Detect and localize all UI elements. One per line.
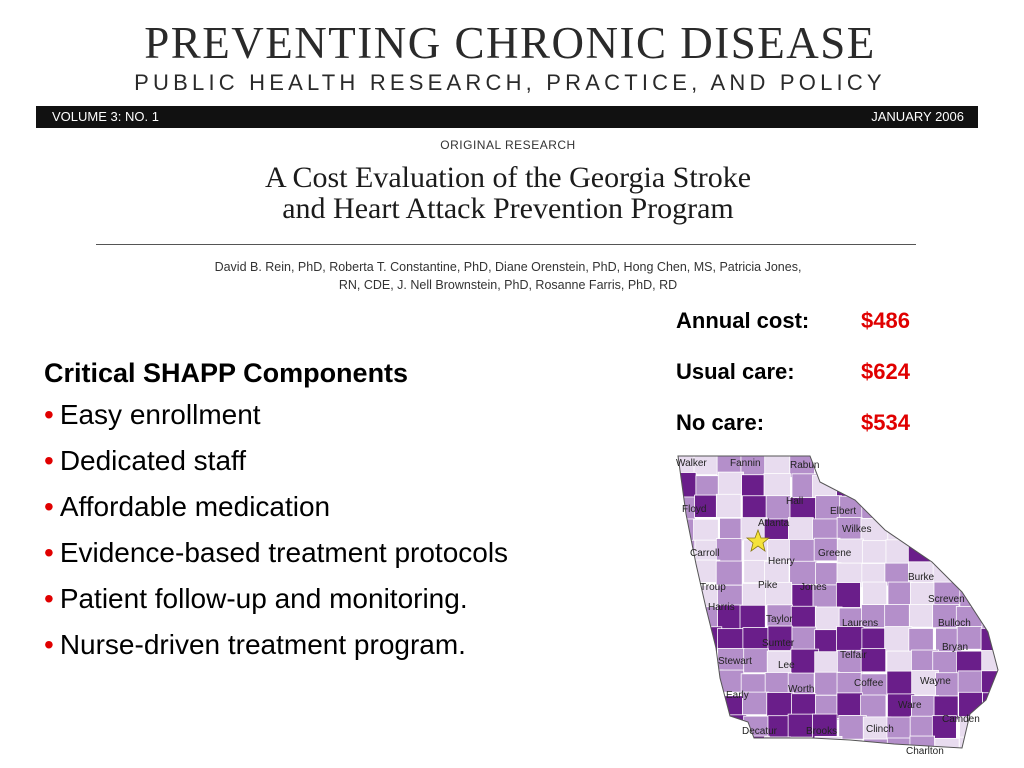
county-shape — [884, 474, 911, 499]
county-shape — [861, 695, 886, 717]
county-shape — [741, 761, 766, 762]
county-label: Screven — [928, 594, 965, 605]
paper-title-line1: A Cost Evaluation of the Georgia Stroke — [264, 161, 752, 194]
county-shape — [720, 736, 746, 762]
county-label: Stewart — [718, 656, 752, 667]
county-shape — [815, 736, 842, 761]
bullet-icon: • — [44, 629, 54, 660]
county-shape — [742, 736, 769, 762]
county-label: Fannin — [730, 458, 761, 469]
county-shape — [935, 539, 959, 564]
county-shape — [839, 715, 867, 740]
county-label: Brooks — [806, 726, 838, 737]
county-shape — [695, 737, 722, 762]
bullet-icon: • — [44, 537, 54, 568]
county-shape — [767, 692, 794, 716]
county-label: Telfair — [840, 650, 867, 661]
county-shape — [791, 739, 816, 762]
county-shape — [740, 605, 765, 630]
county-shape — [960, 452, 986, 475]
county-shape — [887, 671, 915, 695]
county-label: Early — [726, 690, 749, 701]
county-shape — [837, 452, 862, 475]
county-label: Coffee — [854, 678, 884, 689]
authors-line1: David B. Rein, PhD, Roberta T. Constantine, PhD, Diane Orenstein, PhD, Hong Chen, MS, Patricia Jones, — [214, 260, 802, 274]
county-shape — [861, 475, 886, 497]
county-label: Rabun — [790, 460, 820, 471]
issue-date: JANUARY 2006 — [871, 109, 964, 124]
paper-title — [88, 162, 928, 224]
county-shape — [982, 740, 1000, 762]
county-shape — [910, 472, 935, 496]
county-shape — [765, 737, 791, 760]
county-label: Burke — [908, 572, 935, 583]
county-shape — [981, 671, 1000, 695]
county-shape — [983, 562, 1000, 587]
list-item — [44, 484, 674, 530]
county-shape — [836, 583, 860, 608]
bullet-icon: • — [44, 583, 54, 614]
county-shape — [980, 583, 1000, 607]
county-shape — [888, 519, 914, 541]
cost-label: No care: — [676, 410, 765, 435]
list-item-text: Patient follow-up and monitoring. — [59, 583, 468, 614]
county-label: Ware — [898, 700, 922, 711]
county-shape — [693, 717, 717, 743]
county-label: Atlanta — [758, 518, 790, 529]
county-shape — [982, 714, 1000, 739]
county-shape — [933, 473, 958, 498]
journal-subtitle: PUBLIC HEALTH RESEARCH, PRACTICE, AND POLICY — [134, 70, 886, 95]
county-shape — [863, 582, 887, 605]
county-label: Laurens — [842, 618, 879, 629]
issue-volume: VOLUME 3: NO. 1 — [52, 109, 159, 124]
cost-row — [676, 410, 956, 440]
county-shape — [909, 604, 936, 627]
county-shape — [862, 541, 888, 563]
county-shape — [983, 520, 1000, 543]
county-shape — [981, 540, 1000, 565]
county-shape — [886, 497, 913, 521]
county-shape — [957, 472, 983, 494]
county-shape — [983, 693, 1000, 716]
cost-value: $534 — [861, 410, 910, 435]
county-label: Worth — [788, 684, 815, 695]
county-shape — [716, 494, 741, 517]
county-label: Lee — [778, 660, 795, 671]
county-shape — [670, 628, 693, 650]
county-label: Pike — [758, 580, 778, 591]
county-shape — [792, 627, 816, 652]
county-shape — [936, 497, 961, 522]
county-shape — [837, 761, 864, 762]
county-label: Clinch — [866, 724, 894, 735]
county-shape — [885, 627, 912, 652]
list-item — [44, 622, 674, 668]
list-item — [44, 438, 674, 484]
county-label: Taylor — [766, 614, 793, 625]
county-label: Camden — [942, 714, 980, 725]
county-shape — [788, 518, 813, 542]
county-shape — [813, 758, 841, 762]
county-shape — [933, 560, 959, 585]
components-heading: Critical SHAPP Components — [44, 358, 409, 388]
county-shape — [718, 761, 745, 762]
county-label: Wayne — [920, 676, 951, 687]
county-shape — [959, 519, 984, 543]
list-item-text: Evidence-based treatment protocols — [59, 537, 509, 568]
county-shape — [959, 737, 983, 760]
title-divider — [96, 244, 916, 245]
county-shape — [932, 452, 958, 475]
county-shape — [742, 496, 768, 520]
list-item — [44, 530, 674, 576]
author-list — [98, 258, 918, 294]
county-shape — [911, 453, 936, 476]
bullet-icon: • — [44, 491, 54, 522]
cost-label: Annual cost: — [676, 308, 810, 333]
county-shape — [885, 605, 910, 628]
county-shape — [888, 582, 912, 605]
county-shape — [909, 519, 935, 545]
authors-line2: RN, CDE, J. Nell Brownstein, PhD, Rosanne Farris, PhD, RD — [338, 278, 678, 292]
county-shape — [909, 628, 933, 651]
county-label: Bulloch — [938, 618, 971, 629]
georgia-county-map — [670, 452, 1000, 762]
list-item-text: Easy enrollment — [59, 399, 261, 430]
county-shape — [670, 519, 694, 545]
county-shape — [957, 496, 982, 518]
county-shape — [886, 540, 910, 564]
county-shape — [670, 607, 698, 633]
county-shape — [813, 475, 841, 498]
list-item — [44, 576, 674, 622]
county-label: Bryan — [942, 642, 969, 653]
county-label: Charlton — [906, 746, 944, 757]
county-label: Carroll — [690, 548, 720, 559]
county-shape — [693, 652, 717, 677]
county-shape — [838, 739, 863, 762]
cost-value: $486 — [861, 308, 910, 333]
county-shape — [670, 564, 696, 587]
county-shape — [959, 541, 985, 567]
county-shape — [884, 760, 909, 762]
county-shape — [959, 758, 986, 762]
county-shape — [862, 494, 890, 518]
paper-title-line2: and Heart Attack Prevention Program — [282, 192, 734, 225]
county-shape — [861, 759, 888, 762]
county-shape — [791, 760, 817, 762]
county-shape — [672, 692, 698, 716]
county-label: Walker — [676, 458, 707, 469]
journal-title: PREVENTING CHRONIC DISEASE — [144, 18, 876, 68]
components-section — [44, 354, 674, 668]
list-item-text: Affordable medication — [59, 491, 331, 522]
county-label: Henry — [768, 556, 795, 567]
county-label: Troup — [700, 582, 726, 593]
county-shape — [670, 759, 694, 762]
county-label: Jones — [800, 582, 827, 593]
cost-value: $624 — [861, 359, 910, 384]
county-shape — [672, 737, 697, 760]
county-shape — [694, 519, 719, 542]
issue-bar — [36, 106, 978, 128]
county-shape — [861, 452, 885, 477]
county-shape — [982, 494, 1000, 517]
county-shape — [837, 693, 863, 719]
bullet-icon: • — [44, 445, 54, 476]
county-shape — [813, 519, 840, 541]
list-item-text: Nurse-driven treatment program. — [59, 629, 466, 660]
county-shape — [720, 518, 744, 541]
list-item — [44, 392, 674, 438]
county-shape — [670, 650, 696, 675]
county-shape — [792, 694, 816, 716]
cost-row — [676, 359, 956, 389]
journal-banner — [18, 0, 1000, 298]
county-shape — [670, 715, 693, 739]
county-label: Decatur — [742, 726, 778, 737]
bullet-icon: • — [44, 399, 54, 430]
county-shape — [912, 497, 936, 520]
list-item-text: Dedicated staff — [59, 445, 247, 476]
county-label: Elbert — [830, 506, 857, 517]
county-shape — [983, 452, 1000, 475]
county-shape — [933, 517, 958, 543]
county-label: Hall — [786, 496, 804, 507]
county-shape — [768, 759, 795, 762]
section-label: ORIGINAL RESEARCH — [440, 138, 576, 152]
county-shape — [888, 452, 913, 476]
county-shape — [837, 626, 864, 651]
county-shape — [718, 472, 743, 495]
county-shape — [670, 672, 696, 698]
county-shape — [672, 585, 700, 608]
county-shape — [956, 562, 982, 586]
components-list — [44, 392, 674, 668]
county-label: Floyd — [682, 504, 707, 515]
county-label: Greene — [818, 548, 852, 559]
county-label: Sumter — [762, 638, 795, 649]
county-shape — [695, 760, 721, 762]
cost-row — [676, 308, 956, 338]
cost-label: Usual care: — [676, 359, 795, 384]
county-shape — [693, 694, 720, 718]
county-shape — [764, 473, 790, 497]
county-label: Harris — [708, 602, 735, 613]
county-shape — [696, 670, 723, 696]
county-shape — [815, 672, 840, 695]
county-label: Wilkes — [842, 524, 872, 535]
county-shape — [980, 474, 1000, 496]
